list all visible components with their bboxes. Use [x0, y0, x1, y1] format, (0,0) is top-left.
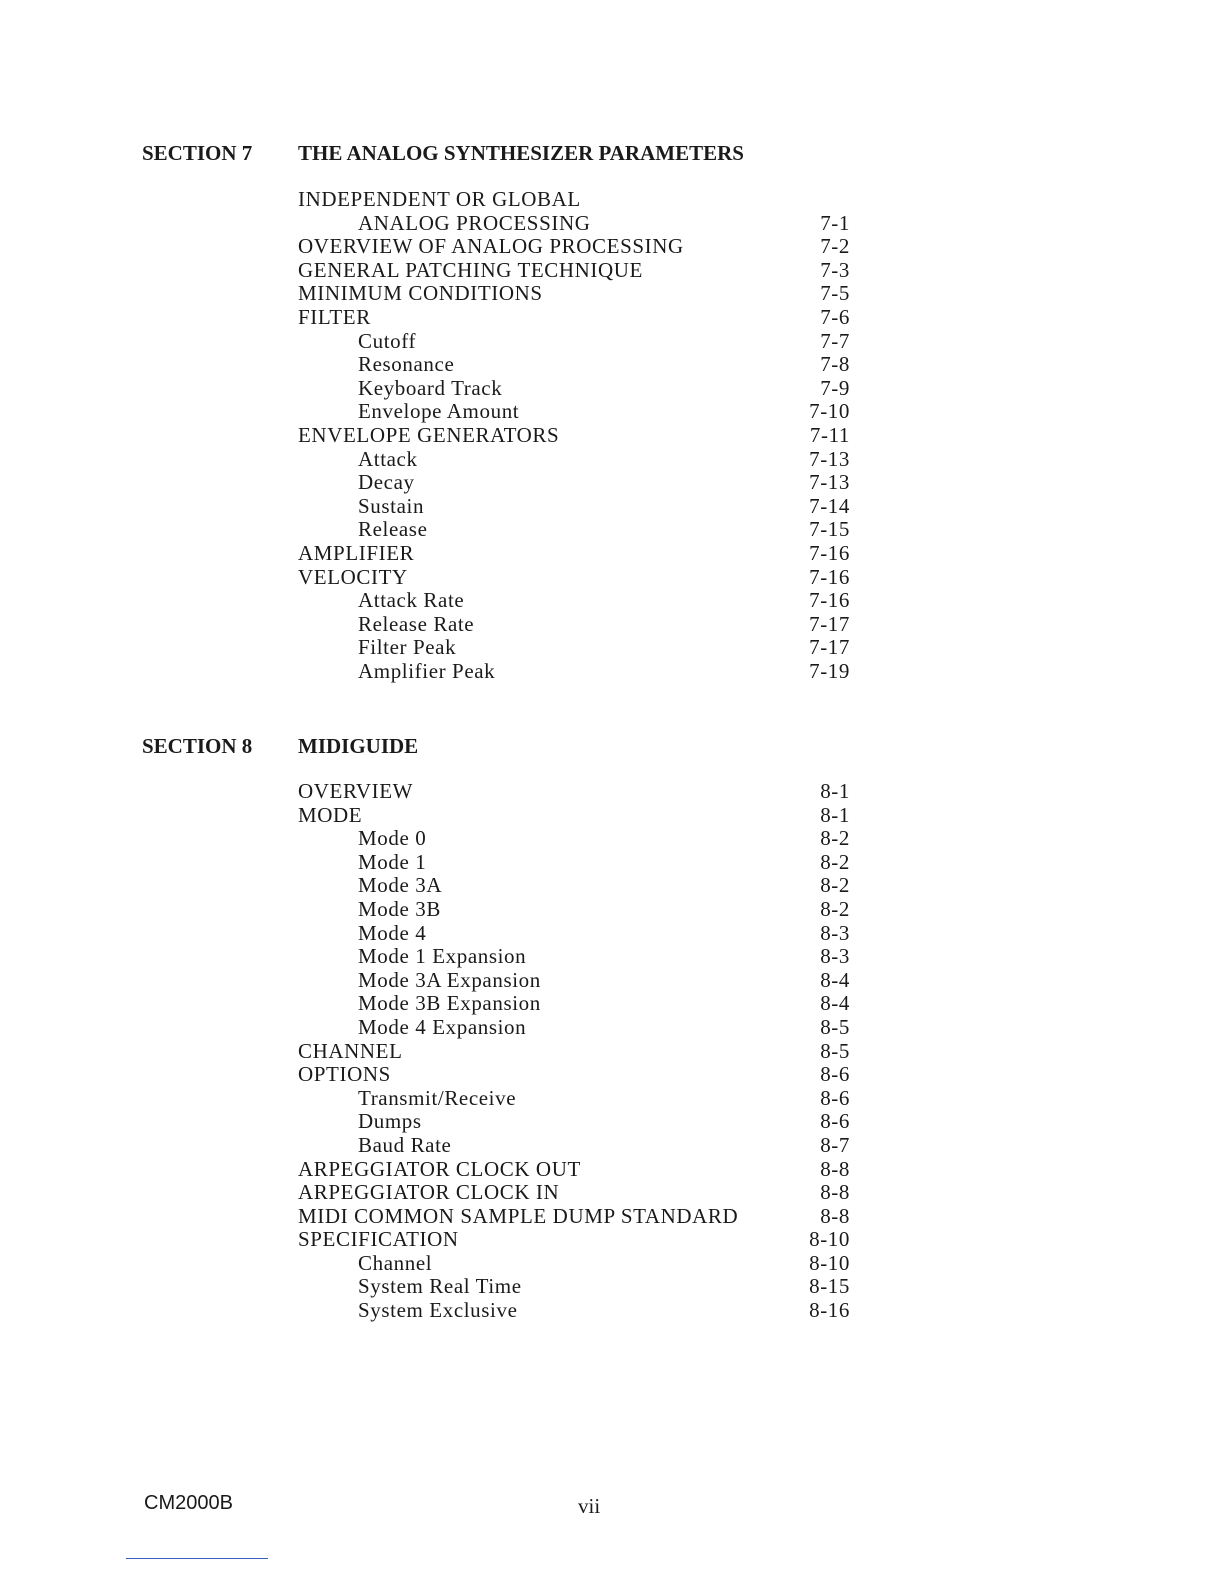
- toc-entry-label: INDEPENDENT OR GLOBAL: [298, 187, 581, 211]
- toc-entry-page: 8-2: [820, 896, 850, 921]
- toc-entry-page: 7-10: [809, 399, 850, 424]
- toc-entry-page: 8-6: [820, 1062, 850, 1087]
- toc-entry-label: Mode 3B: [358, 896, 441, 921]
- toc-entry-page: 8-3: [820, 944, 850, 969]
- toc-entry-label: MIDI COMMON SAMPLE DUMP STANDARD: [298, 1203, 739, 1228]
- toc-entry-label: Dumps: [358, 1109, 422, 1134]
- toc-entry-label: Attack: [358, 446, 418, 471]
- toc-entry-label: Amplifier Peak: [358, 658, 496, 683]
- toc-entry-page: 8-6: [820, 1085, 850, 1110]
- toc-entry-page: 8-8: [820, 1180, 850, 1205]
- toc-entry-label: ARPEGGIATOR CLOCK IN: [298, 1180, 560, 1205]
- toc-entry: [298, 851, 850, 875]
- toc-entry-label: MINIMUM CONDITIONS: [298, 281, 543, 306]
- toc-entry-page: 7-16: [809, 540, 850, 565]
- toc-entry-page: 7-3: [820, 257, 850, 282]
- toc-entry-page: 7-13: [809, 470, 850, 495]
- toc-entry-page: 7-8: [820, 352, 850, 377]
- toc-entry-page: 7-14: [809, 493, 850, 518]
- toc-entry: [298, 495, 850, 519]
- toc-entry-label: GENERAL PATCHING TECHNIQUE: [298, 257, 643, 282]
- toc-entry-label: Filter Peak: [358, 635, 457, 660]
- toc-entry-page: 8-5: [820, 1014, 850, 1039]
- toc-entry-label: CHANNEL: [298, 1038, 403, 1063]
- toc-entry: [298, 945, 850, 969]
- toc-entry-label: OVERVIEW OF ANALOG PROCESSING: [298, 234, 684, 259]
- toc-entry: [298, 377, 850, 401]
- toc-entry-page: 7-17: [809, 611, 850, 636]
- toc-entry-label: Release: [358, 517, 428, 542]
- toc-entry-label: Channel: [358, 1250, 433, 1275]
- toc-entry-page: 7-9: [820, 375, 850, 400]
- toc-entry-label: AMPLIFIER: [298, 540, 415, 565]
- toc-entry-label: OPTIONS: [298, 1062, 391, 1087]
- toc-entry-label: VELOCITY: [298, 564, 408, 589]
- toc-entry-page: 8-8: [820, 1203, 850, 1228]
- toc-entry: [298, 1134, 850, 1158]
- toc-entry-page: 7-7: [820, 328, 850, 353]
- toc-entry: [298, 1228, 850, 1252]
- toc-entry: [298, 424, 850, 448]
- toc-entry-label: Mode 4 Expansion: [358, 1014, 527, 1039]
- toc-entry-label: FILTER: [298, 304, 371, 329]
- toc-entry: [298, 660, 850, 684]
- toc-entry-page: 7-2: [820, 234, 850, 259]
- bottom-rule: [126, 1558, 268, 1559]
- toc-entry-page: 7-11: [809, 422, 850, 447]
- document-id: CM2000B: [144, 1492, 233, 1514]
- toc-entry-page: 8-3: [820, 920, 850, 945]
- toc-entry: [298, 330, 850, 354]
- toc-entry-page: 8-10: [809, 1250, 850, 1275]
- toc-entry: [298, 780, 850, 804]
- toc-entry-label: MODE: [298, 802, 363, 827]
- toc-entry: [298, 969, 850, 993]
- toc-entry-page: 8-4: [820, 967, 850, 992]
- toc-entry-page: 8-2: [820, 873, 850, 898]
- toc-entry-label: Transmit/Receive: [358, 1085, 517, 1110]
- toc-entry-page: 7-16: [809, 564, 850, 589]
- toc-entry-label: Mode 1: [358, 849, 427, 874]
- toc-entry: [298, 1110, 850, 1134]
- toc-entry: [298, 1181, 850, 1205]
- toc-entry-label: System Exclusive: [358, 1298, 518, 1323]
- toc-entry-label: Attack Rate: [358, 588, 465, 613]
- toc-entry-page: 8-5: [820, 1038, 850, 1063]
- toc-entry-page: 8-10: [809, 1227, 850, 1252]
- toc-entry: [298, 804, 850, 828]
- toc-entry-label: Mode 0: [358, 826, 427, 851]
- toc-entry-page: 7-15: [809, 517, 850, 542]
- toc-entry-page: 7-17: [809, 635, 850, 660]
- toc-entry: [298, 1252, 850, 1276]
- toc-entry: [298, 518, 850, 542]
- toc-entry-label: Cutoff: [358, 328, 417, 353]
- toc-entry-label: ENVELOPE GENERATORS: [298, 422, 560, 447]
- toc-entry-page: 7-5: [820, 281, 850, 306]
- toc-entry: [298, 827, 850, 851]
- toc-entry: [298, 613, 850, 637]
- toc-entry-label: ARPEGGIATOR CLOCK OUT: [298, 1156, 581, 1181]
- toc-entry: [298, 1158, 850, 1182]
- toc-entry-page: 7-19: [809, 658, 850, 683]
- toc-entry: [298, 1016, 850, 1040]
- section-7-title: THE ANALOG SYNTHESIZER PARAMETERS: [298, 141, 744, 165]
- toc-entry-page: 7-16: [809, 588, 850, 613]
- toc-entry: [298, 922, 850, 946]
- toc-entry-label: Envelope Amount: [358, 399, 520, 424]
- toc-entry: [298, 1299, 850, 1323]
- toc-entry-page: 8-2: [820, 849, 850, 874]
- toc-entry: [298, 282, 850, 306]
- toc-entry: [298, 589, 850, 613]
- toc-entry-page: 8-7: [820, 1132, 850, 1157]
- section-8-title: MIDIGUIDE: [298, 734, 419, 758]
- toc-entry-page: 8-15: [809, 1274, 850, 1299]
- toc-entry-label: Mode 3B Expansion: [358, 991, 541, 1016]
- toc-entry-page: 8-8: [820, 1156, 850, 1181]
- toc-entry: [298, 306, 850, 330]
- toc-entry-label: Mode 3A: [358, 873, 443, 898]
- toc-entry: [298, 353, 850, 377]
- page-number: vii: [578, 1494, 601, 1518]
- toc-entry-label: Mode 4: [358, 920, 427, 945]
- toc-entry: [298, 874, 850, 898]
- toc-entry: [298, 212, 850, 236]
- toc-entry: [298, 1275, 850, 1299]
- toc-entry: [298, 566, 850, 590]
- toc-entry: [298, 188, 850, 212]
- toc-entry-label: Resonance: [358, 352, 455, 377]
- section-7-toc: [298, 188, 850, 683]
- toc-entry-label: Baud Rate: [358, 1132, 452, 1157]
- toc-entry-page: 7-1: [820, 210, 850, 235]
- toc-entry-page: 8-16: [809, 1298, 850, 1323]
- toc-entry-page: 8-1: [820, 802, 850, 827]
- toc-entry: [298, 235, 850, 259]
- toc-entry: [298, 400, 850, 424]
- toc-entry: [298, 259, 850, 283]
- toc-entry: [298, 1040, 850, 1064]
- toc-entry: [298, 898, 850, 922]
- toc-entry: [298, 1205, 850, 1229]
- section-7-label: SECTION 7: [142, 141, 253, 165]
- toc-entry: [298, 992, 850, 1016]
- toc-entry-page: 8-2: [820, 826, 850, 851]
- toc-entry: [298, 1087, 850, 1111]
- toc-entry-label: Sustain: [358, 493, 425, 518]
- toc-entry-label: ANALOG PROCESSING: [358, 210, 591, 235]
- toc-entry-label: System Real Time: [358, 1274, 522, 1299]
- toc-entry-page: 7-6: [820, 304, 850, 329]
- toc-entry-page: 7-13: [809, 446, 850, 471]
- toc-entry-label: OVERVIEW: [298, 779, 414, 803]
- toc-entry-page: 8-1: [820, 779, 850, 803]
- toc-entry-page: 8-6: [820, 1109, 850, 1134]
- section-8-label: SECTION 8: [142, 734, 253, 758]
- section-8-toc: [298, 780, 850, 1323]
- toc-entry-label: SPECIFICATION: [298, 1227, 459, 1252]
- toc-entry-label: Release Rate: [358, 611, 475, 636]
- toc-entry: [298, 542, 850, 566]
- toc-entry: [298, 471, 850, 495]
- toc-entry-page: 8-4: [820, 991, 850, 1016]
- toc-entry: [298, 636, 850, 660]
- toc-entry-label: Decay: [358, 470, 415, 495]
- toc-entry-label: Mode 3A Expansion: [358, 967, 541, 992]
- toc-entry: [298, 1063, 850, 1087]
- toc-entry-label: Keyboard Track: [358, 375, 503, 400]
- toc-entry-label: Mode 1 Expansion: [358, 944, 527, 969]
- toc-entry: [298, 448, 850, 472]
